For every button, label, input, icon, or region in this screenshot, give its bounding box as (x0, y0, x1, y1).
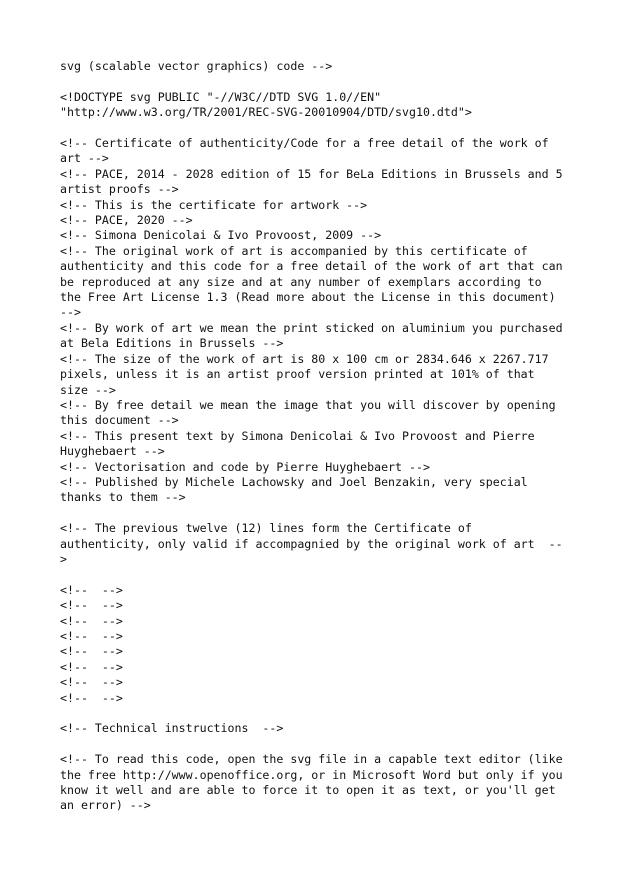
text-line: <!-- Vectorisation and code by Pierre Huyghebaert --> (60, 459, 430, 474)
text-line: <!-- PACE, 2014 - 2028 edition of 15 for BeLa Editions in Brussels and 5 (60, 166, 563, 181)
text-line: <!-- By work of art we mean the print sticked on aluminium you purchased (60, 320, 563, 335)
text-line: pixels, unless it is an artist proof version printed at 101% of that (60, 367, 535, 382)
text-line: the Free Art License 1.3 (Read more about the License in this document) (60, 290, 556, 305)
text-line: <!-- --> (60, 582, 123, 597)
text-line: know it well and are able to force it to open it as text, or you'll get (60, 783, 556, 797)
text-line: <!-- PACE, 2020 --> (60, 213, 193, 228)
text-line: size --> (60, 382, 116, 397)
blank-line (60, 121, 566, 136)
text-line: <!-- The size of the work of art is 80 x 100 cm or 2834.646 x 2267.717 (60, 351, 549, 366)
text-line: authenticity, only valid if accompagnied by the original work of art -- (60, 536, 563, 551)
text-line: <!-- Simona Denicolai & Ivo Provoost, 2009 --> (60, 228, 382, 243)
text-line: authenticity and this code for a free detail of the work of art that can (60, 259, 563, 274)
text-line: <!-- Published by Michele Lachowsky and Joel Benzakin, very special (60, 474, 528, 489)
text-line: <!-- By free detail we mean the image that you will discover by opening (60, 397, 556, 412)
text-line: <!-- --> (60, 659, 123, 674)
text-line: <!-- The original work of art is accompanied by this certificate of (60, 243, 528, 258)
text-line: <!-- The previous twelve (12) lines form the Certificate of (60, 521, 472, 536)
document-text (60, 59, 566, 814)
text-line: <!-- --> (60, 613, 123, 628)
text-line: this document --> (60, 413, 179, 428)
text-line: <!-- --> (60, 675, 123, 690)
text-line: Huyghebaert --> (60, 444, 165, 459)
text-line: be reproduced at any size and at any number of exemplars according to (60, 274, 542, 289)
text-line: > (60, 551, 67, 566)
text-line: <!-- --> (60, 690, 123, 705)
text-line: <!-- This present text by Simona Denicolai & Ivo Provoost and Pierre (60, 428, 535, 443)
text-line: at Bela Editions in Brussels --> (60, 336, 284, 351)
text-line: <!-- --> (60, 628, 123, 643)
text-line: thanks to them --> (60, 490, 186, 505)
text-line: artist proofs --> (60, 182, 179, 197)
text-line: --> (60, 305, 81, 320)
text-line: <!-- Certificate of authenticity/Code for a free detail of the work of (60, 136, 549, 150)
text-line: <!DOCTYPE svg PUBLIC "-//W3C//DTD SVG 1.0//EN" (60, 89, 382, 104)
text-line: <!-- To read this code, open the svg file in a capable text editor (like (60, 752, 563, 767)
text-line: svg (scalable vector graphics) code --> (60, 59, 333, 73)
text-line: "http://www.w3.org/TR/2001/REC-SVG-20010904/DTD/svg10.dtd"> (60, 105, 472, 120)
text-line: art --> (60, 151, 109, 166)
text-line: <!-- --> (60, 644, 123, 659)
blank-line (60, 706, 566, 721)
text-line: the free http://www.openoffice.org, or in Microsoft Word but only if you (60, 767, 563, 782)
blank-line (60, 506, 566, 521)
text-line: <!-- Technical instructions --> (60, 721, 284, 736)
blank-line (60, 567, 566, 582)
text-line: <!-- --> (60, 598, 123, 613)
blank-line (60, 737, 566, 752)
text-line: <!-- This is the certificate for artwork --> (60, 197, 368, 212)
text-line: an error) --> (60, 798, 151, 813)
blank-line (60, 74, 566, 89)
